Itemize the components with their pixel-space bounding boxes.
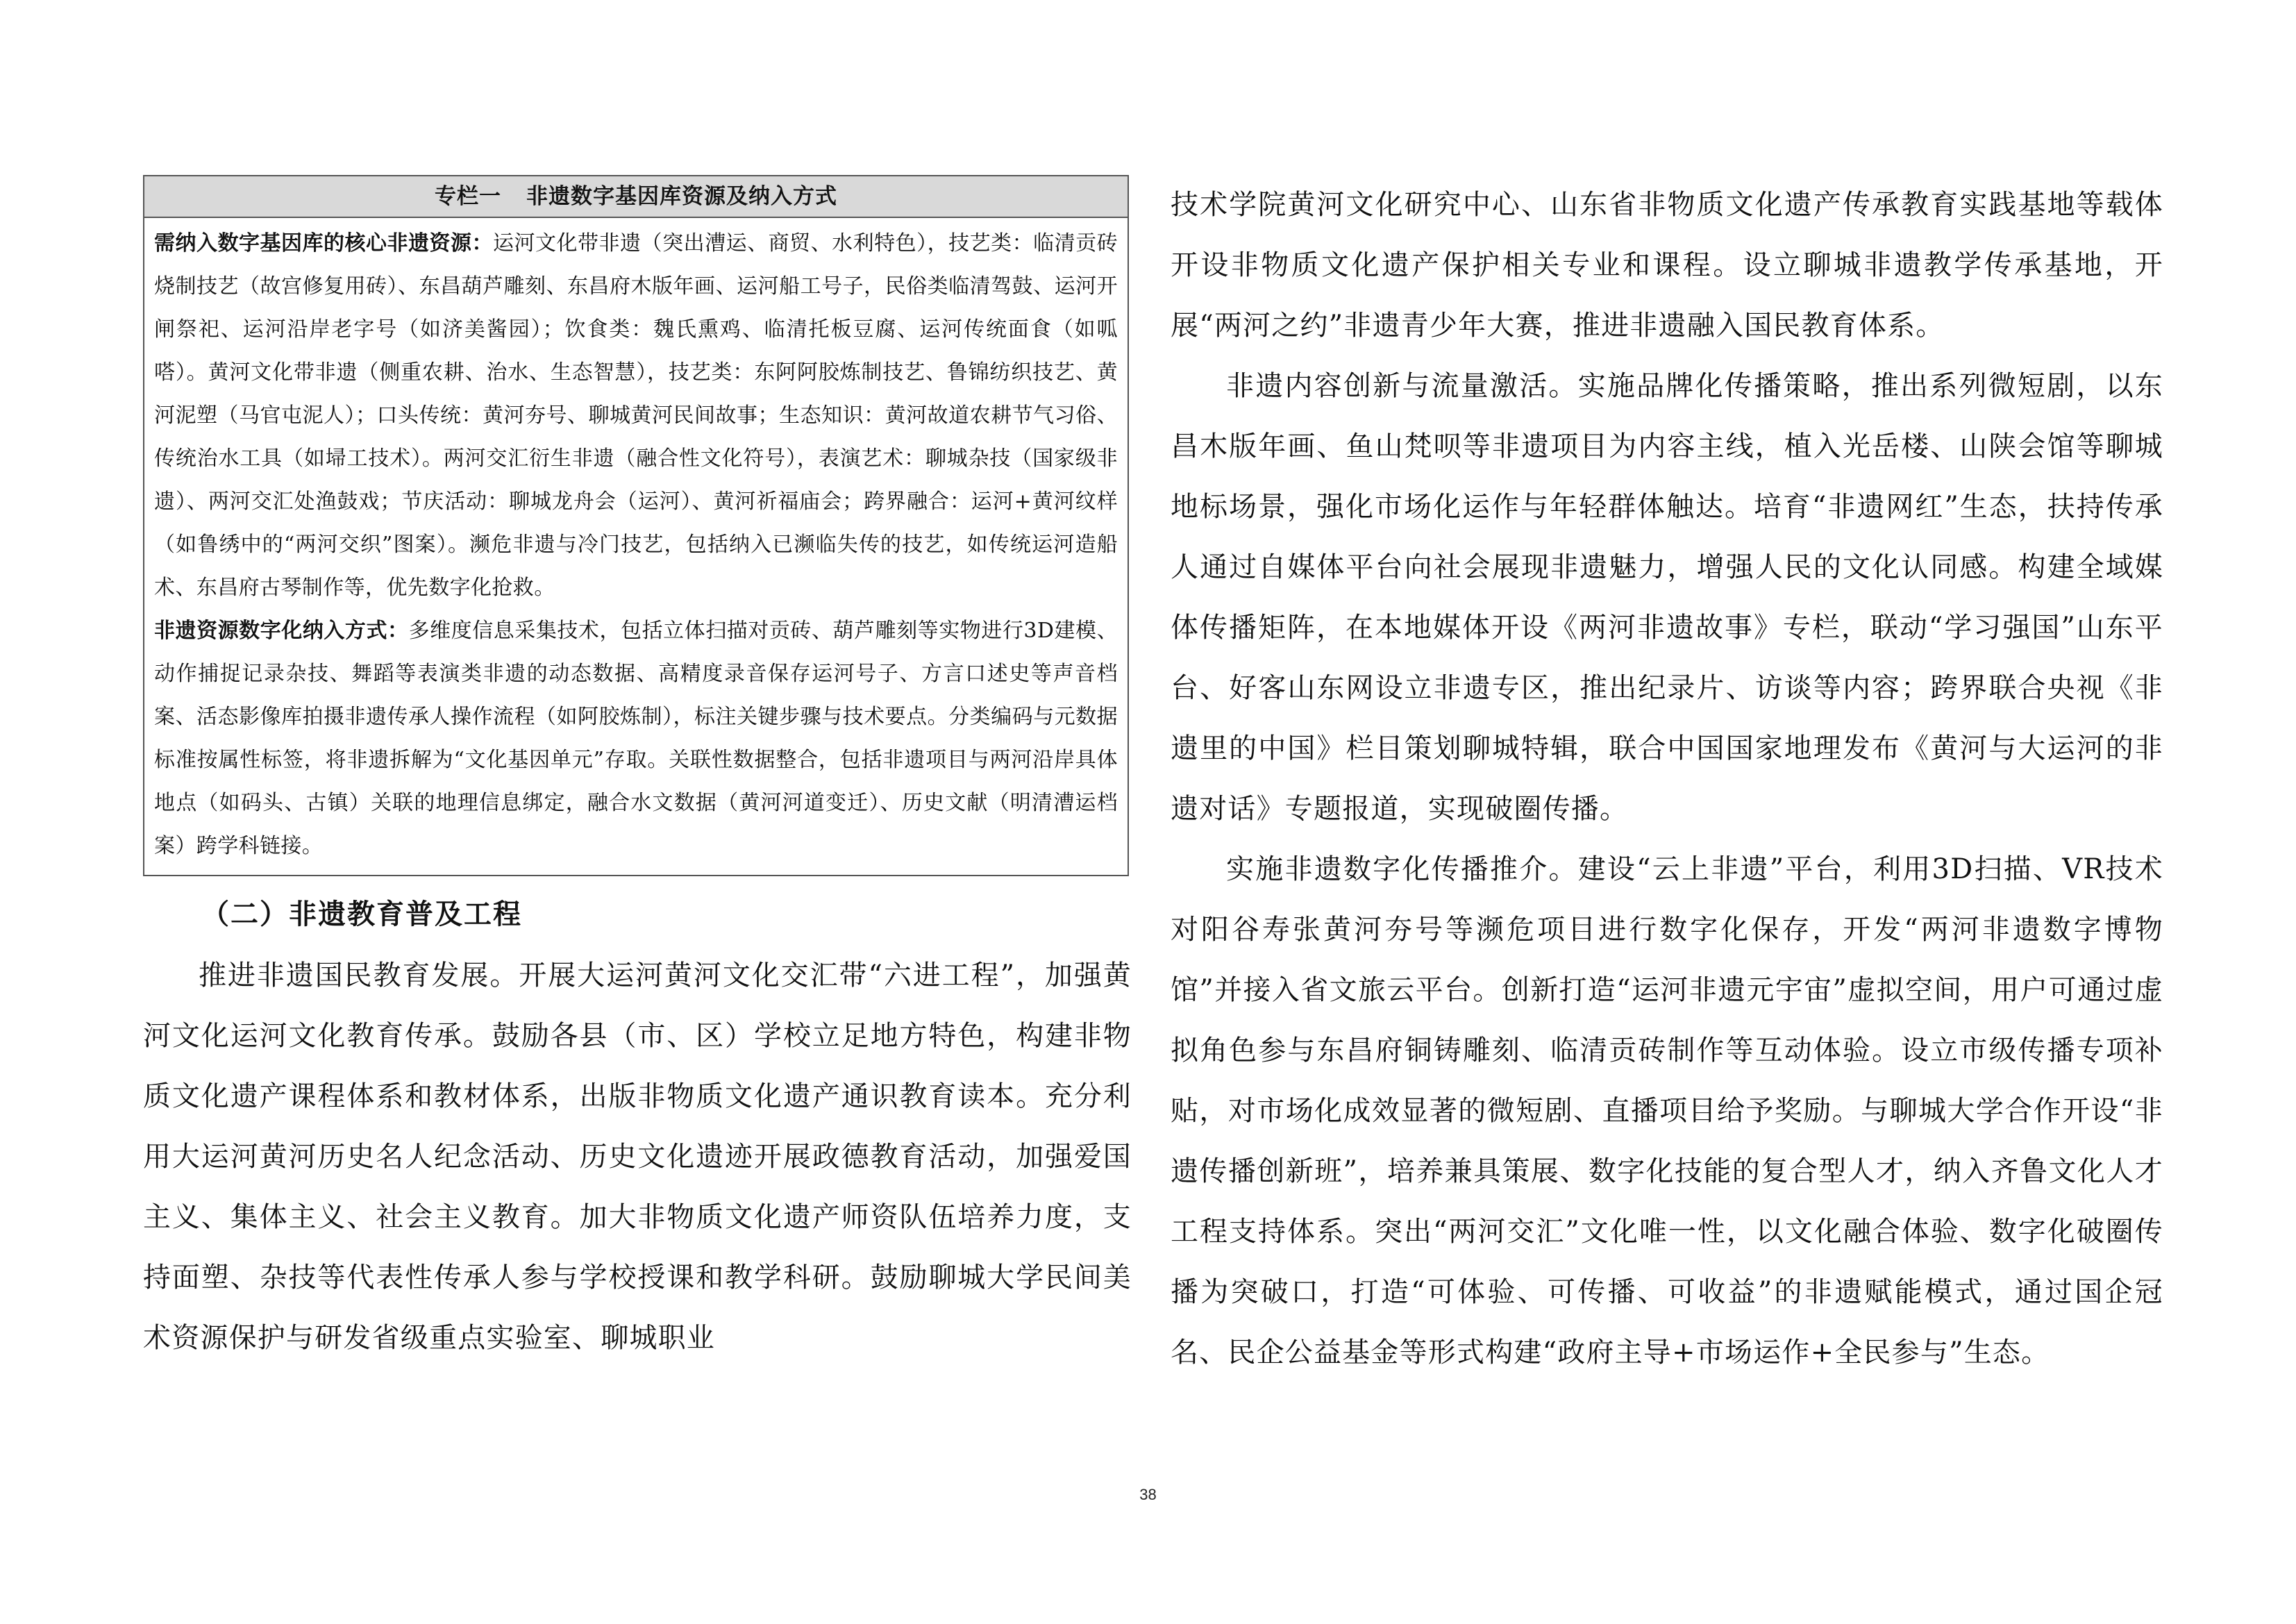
right-column <box>1171 175 2163 1383</box>
sidebar-paragraph-text: 运河文化带非遗（突出漕运、商贸、水利特色），技艺类：临清贡砖烧制技艺（故宫修复用砖）、东昌葫芦雕刻、东昌府木版年画、运河船工号子，民俗类临清驾鼓、运河开闸祭祀、运河沿岸老字号（如济美酱园）；饮食类：魏氏熏鸡、临清托板豆腐、运河传统面食（如呱嗒）。黄河文化带非遗（侧重农耕、治水、生态智慧），技艺类：东阿阿胶炼制技艺、鲁锦纺织技艺、黄河泥塑（马官屯泥人）；口头传统：黄河夯号、聊城黄河民间故事；生态知识：黄河故道农耕节气习俗、传统治水工具（如埽工技术）。两河交汇衍生非遗（融合性文化符号），表演艺术：聊城杂技（国家级非遗）、两河交汇处渔鼓戏；节庆活动：聊城龙舟会（运河）、黄河祈福庙会；跨界融合：运河+黄河纹样（如鲁绣中的“两河交织”图案）。濒危非遗与冷门技艺，包括纳入已濒临失传的技艺，如传统运河造船术、东昌府古琴制作等，优先数字化抢救。 <box>154 231 1118 600</box>
page-number: 38 <box>1139 1486 1157 1503</box>
body-paragraph: 非遗内容创新与流量激活。实施品牌化传播策略，推出系列微短剧，以东昌木版年画、鱼山梵呗等非遗项目为内容主线，植入光岳楼、山陕会馆等聊城地标场景，强化市场化运作与年轻群体触达。培育“非遗网红”生态，扶持传承人通过自媒体平台向社会展现非遗魅力，增强人民的文化认同感。构建全域媒体传播矩阵，在本地媒体开设《两河非遗故事》专栏，联动“学习强国”山东平台、好客山东网设立非遗专区，推出纪录片、访谈等内容；跨界联合央视《非遗里的中国》栏目策划聊城特辑，联合中国国家地理发布《黄河与大运河的非遗对话》专题报道，实现破圈传播。 <box>1171 370 2163 825</box>
body-paragraph-continued: 技术学院黄河文化研究中心、山东省非物质文化遗产传承教育实践基地等载体开设非物质文化遗产保护相关专业和课程。设立聊城非遗教学传承基地，开展“两河之约”非遗青少年大赛，推进非遗融入国民教育体系。 <box>1171 189 2163 342</box>
left-body-text <box>143 946 1132 1368</box>
sidebar-body <box>144 218 1128 875</box>
sidebar-paragraph-lead: 非遗资源数字化纳入方式： <box>154 619 409 643</box>
sidebar-title-text: 非遗数字基因库资源及纳入方式 <box>526 184 837 209</box>
sidebar-paragraph-text: 多维度信息采集技术，包括立体扫描对贡砖、葫芦雕刻等实物进行3D建模、动作捕捉记录杂技、舞蹈等表演类非遗的动态数据、高精度录音保存运河号子、方言口述史等声音档案、活态影像库拍摄非遗传承人操作流程（如阿胶炼制），标注关键步骤与技术要点。分类编码与元数据标准按属性标签，将非遗拆解为“文化基因单元”存取。关联性数据整合，包括非遗项目与两河沿岸具体地点（如码头、古镇）关联的地理信息绑定，融合水文数据（黄河河道变迁）、历史文献（明清漕运档案）跨学科链接。 <box>154 619 1118 858</box>
sidebar-box <box>143 175 1129 876</box>
body-paragraph: 实施非遗数字化传播推介。建设“云上非遗”平台，利用3D扫描、VR技术对阳谷寿张黄河夯号等濒危项目进行数字化保存，开发“两河非遗数字博物馆”并接入省文旅云平台。创新打造“运河非遗元宇宙”虚拟空间，用户可通过虚拟角色参与东昌府铜铸雕刻、临清贡砖制作等互动体验。设立市级传播专项补贴，对市场化成效显著的微短剧、直播项目给予奖励。与聊城大学合作开设“非遗传播创新班”，培养兼具策展、数字化技能的复合型人才，纳入齐鲁文化人才工程支持体系。突出“两河交汇”文化唯一性，以文化融合体验、数字化破圈传播为突破口，打造“可体验、可传播、可收益”的非遗赋能模式，通过国企冠名、民企公益基金等形式构建“政府主导+市场运作+全民参与”生态。 <box>1171 853 2163 1368</box>
left-column <box>143 175 1132 1368</box>
body-paragraph: 推进非遗国民教育发展。开展大运河黄河文化交汇带“六进工程”，加强黄河文化运河文化教育传承。鼓励各县（市、区）学校立足地方特色，构建非物质文化遗产课程体系和教材体系，出版非物质文化遗产通识教育读本。充分利用大运河黄河历史名人纪念活动、历史文化遗迹开展政德教育活动，加强爱国主义、集体主义、社会主义教育。加大非物质文化遗产师资队伍培养力度，支持面塑、杂技等代表性传承人参与学校授课和教学科研。鼓励聊城大学民间美术资源保护与研发省级重点实验室、聊城职业 <box>143 960 1132 1354</box>
right-body-text <box>1171 175 2163 1383</box>
sidebar-paragraph <box>154 222 1118 610</box>
sidebar-title <box>144 176 1128 218</box>
sidebar-paragraph-lead: 需纳入数字基因库的核心非遗资源： <box>154 231 494 256</box>
sidebar-paragraph <box>154 610 1118 868</box>
sidebar-title-prefix: 专栏一 <box>435 184 501 209</box>
section-heading: （二）非遗教育普及工程 <box>201 898 522 930</box>
